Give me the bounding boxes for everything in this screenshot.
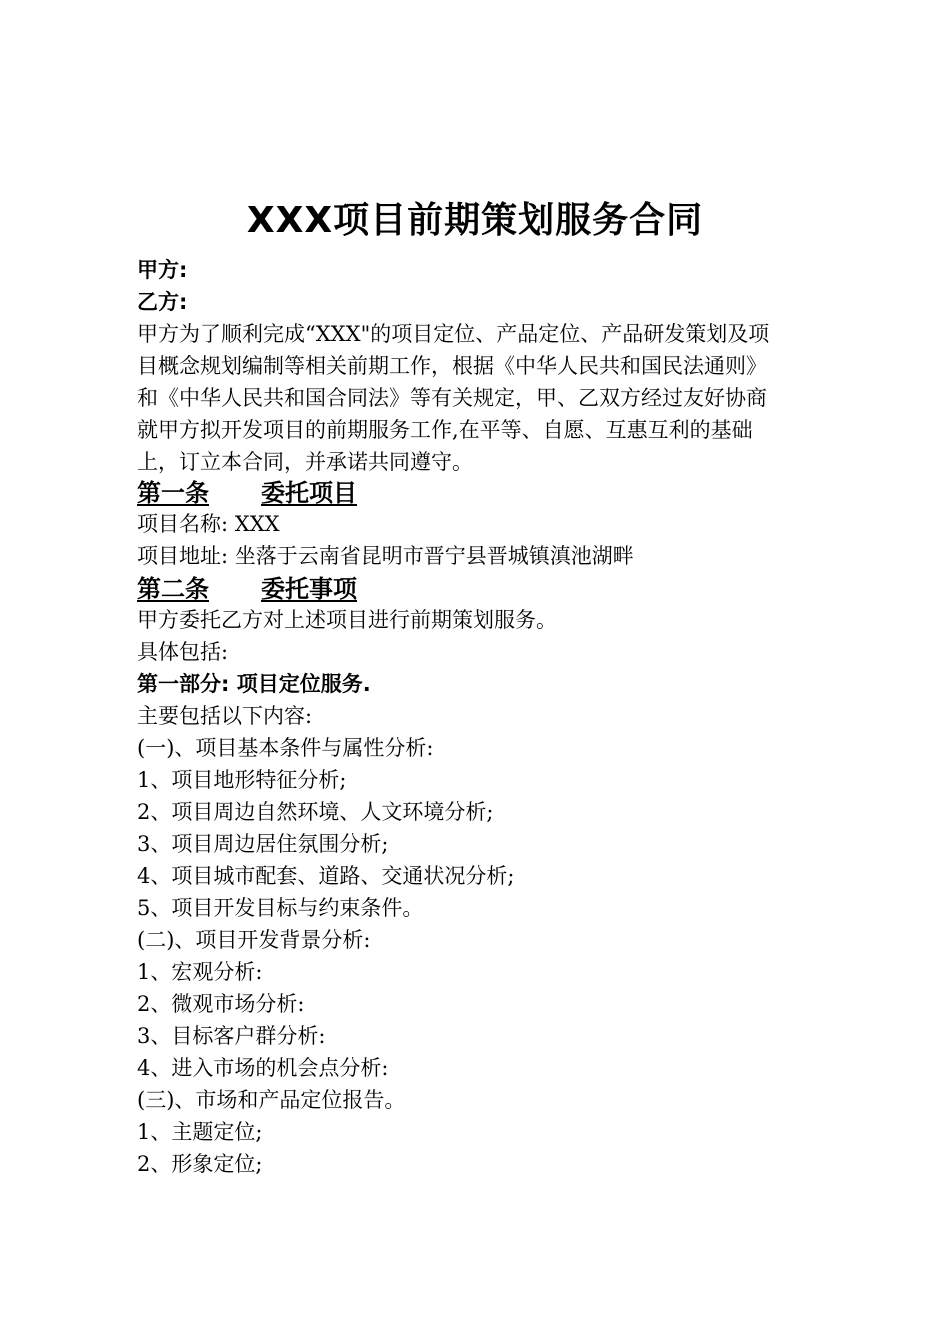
list-item: 2、微观市场分析: xyxy=(137,992,305,1016)
list-item: 3、项目周边居住氛围分析; xyxy=(137,832,389,856)
article-2-includes: 具体包括: xyxy=(137,640,229,664)
article-2-intro: 甲方委托乙方对上述项目进行前期策划服务。 xyxy=(137,608,557,632)
section-3-title: (三)、市场和产品定位报告。 xyxy=(137,1088,406,1112)
party-b-label: 乙方: xyxy=(137,290,188,314)
project-name: 项目名称: XXX xyxy=(137,512,280,536)
list-item: 1、项目地形特征分析; xyxy=(137,768,347,792)
section-1-title: (一)、项目基本条件与属性分析: xyxy=(137,736,434,760)
list-item: 3、目标客户群分析: xyxy=(137,1024,326,1048)
article-2-number: 第二条 xyxy=(137,575,209,603)
preamble-line: 和《中华人民共和国合同法》等有关规定，甲、乙双方经过友好协商 xyxy=(137,386,767,410)
section-2-title: (二)、项目开发背景分析: xyxy=(137,928,371,952)
article-1-heading xyxy=(137,476,357,510)
preamble-line: 甲方为了顺利完成“XXX"的项目定位、产品定位、产品研发策划及项 xyxy=(137,322,770,346)
article-1-title: 委托项目 xyxy=(261,479,357,507)
list-item: 2、形象定位; xyxy=(137,1152,263,1176)
part-1-title: 第一部分: 项目定位服务. xyxy=(137,672,371,696)
article-2-title: 委托事项 xyxy=(261,575,357,603)
preamble-line: 上，订立本合同，并承诺共同遵守。 xyxy=(137,450,473,474)
contract-title: XXX项目前期策划服务合同 xyxy=(246,200,704,241)
list-item: 1、宏观分析: xyxy=(137,960,263,984)
list-item: 1、主题定位; xyxy=(137,1120,263,1144)
main-contents-label: 主要包括以下内容: xyxy=(137,704,313,728)
preamble-line: 目概念规划编制等相关前期工作，根据《中华人民共和国民法通则》 xyxy=(137,354,767,378)
article-2-heading xyxy=(137,572,357,606)
preamble-line: 就甲方拟开发项目的前期服务工作,在平等、自愿、互惠互利的基础 xyxy=(137,418,753,442)
article-1-number: 第一条 xyxy=(137,479,209,507)
project-address: 项目地址: 坐落于云南省昆明市晋宁县晋城镇滇池湖畔 xyxy=(137,544,634,568)
list-item: 2、项目周边自然环境、人文环境分析; xyxy=(137,800,494,824)
party-a-label: 甲方: xyxy=(137,258,188,282)
list-item: 5、项目开发目标与约束条件。 xyxy=(137,896,424,920)
list-item: 4、进入市场的机会点分析: xyxy=(137,1056,389,1080)
list-item: 4、项目城市配套、道路、交通状况分析; xyxy=(137,864,515,888)
